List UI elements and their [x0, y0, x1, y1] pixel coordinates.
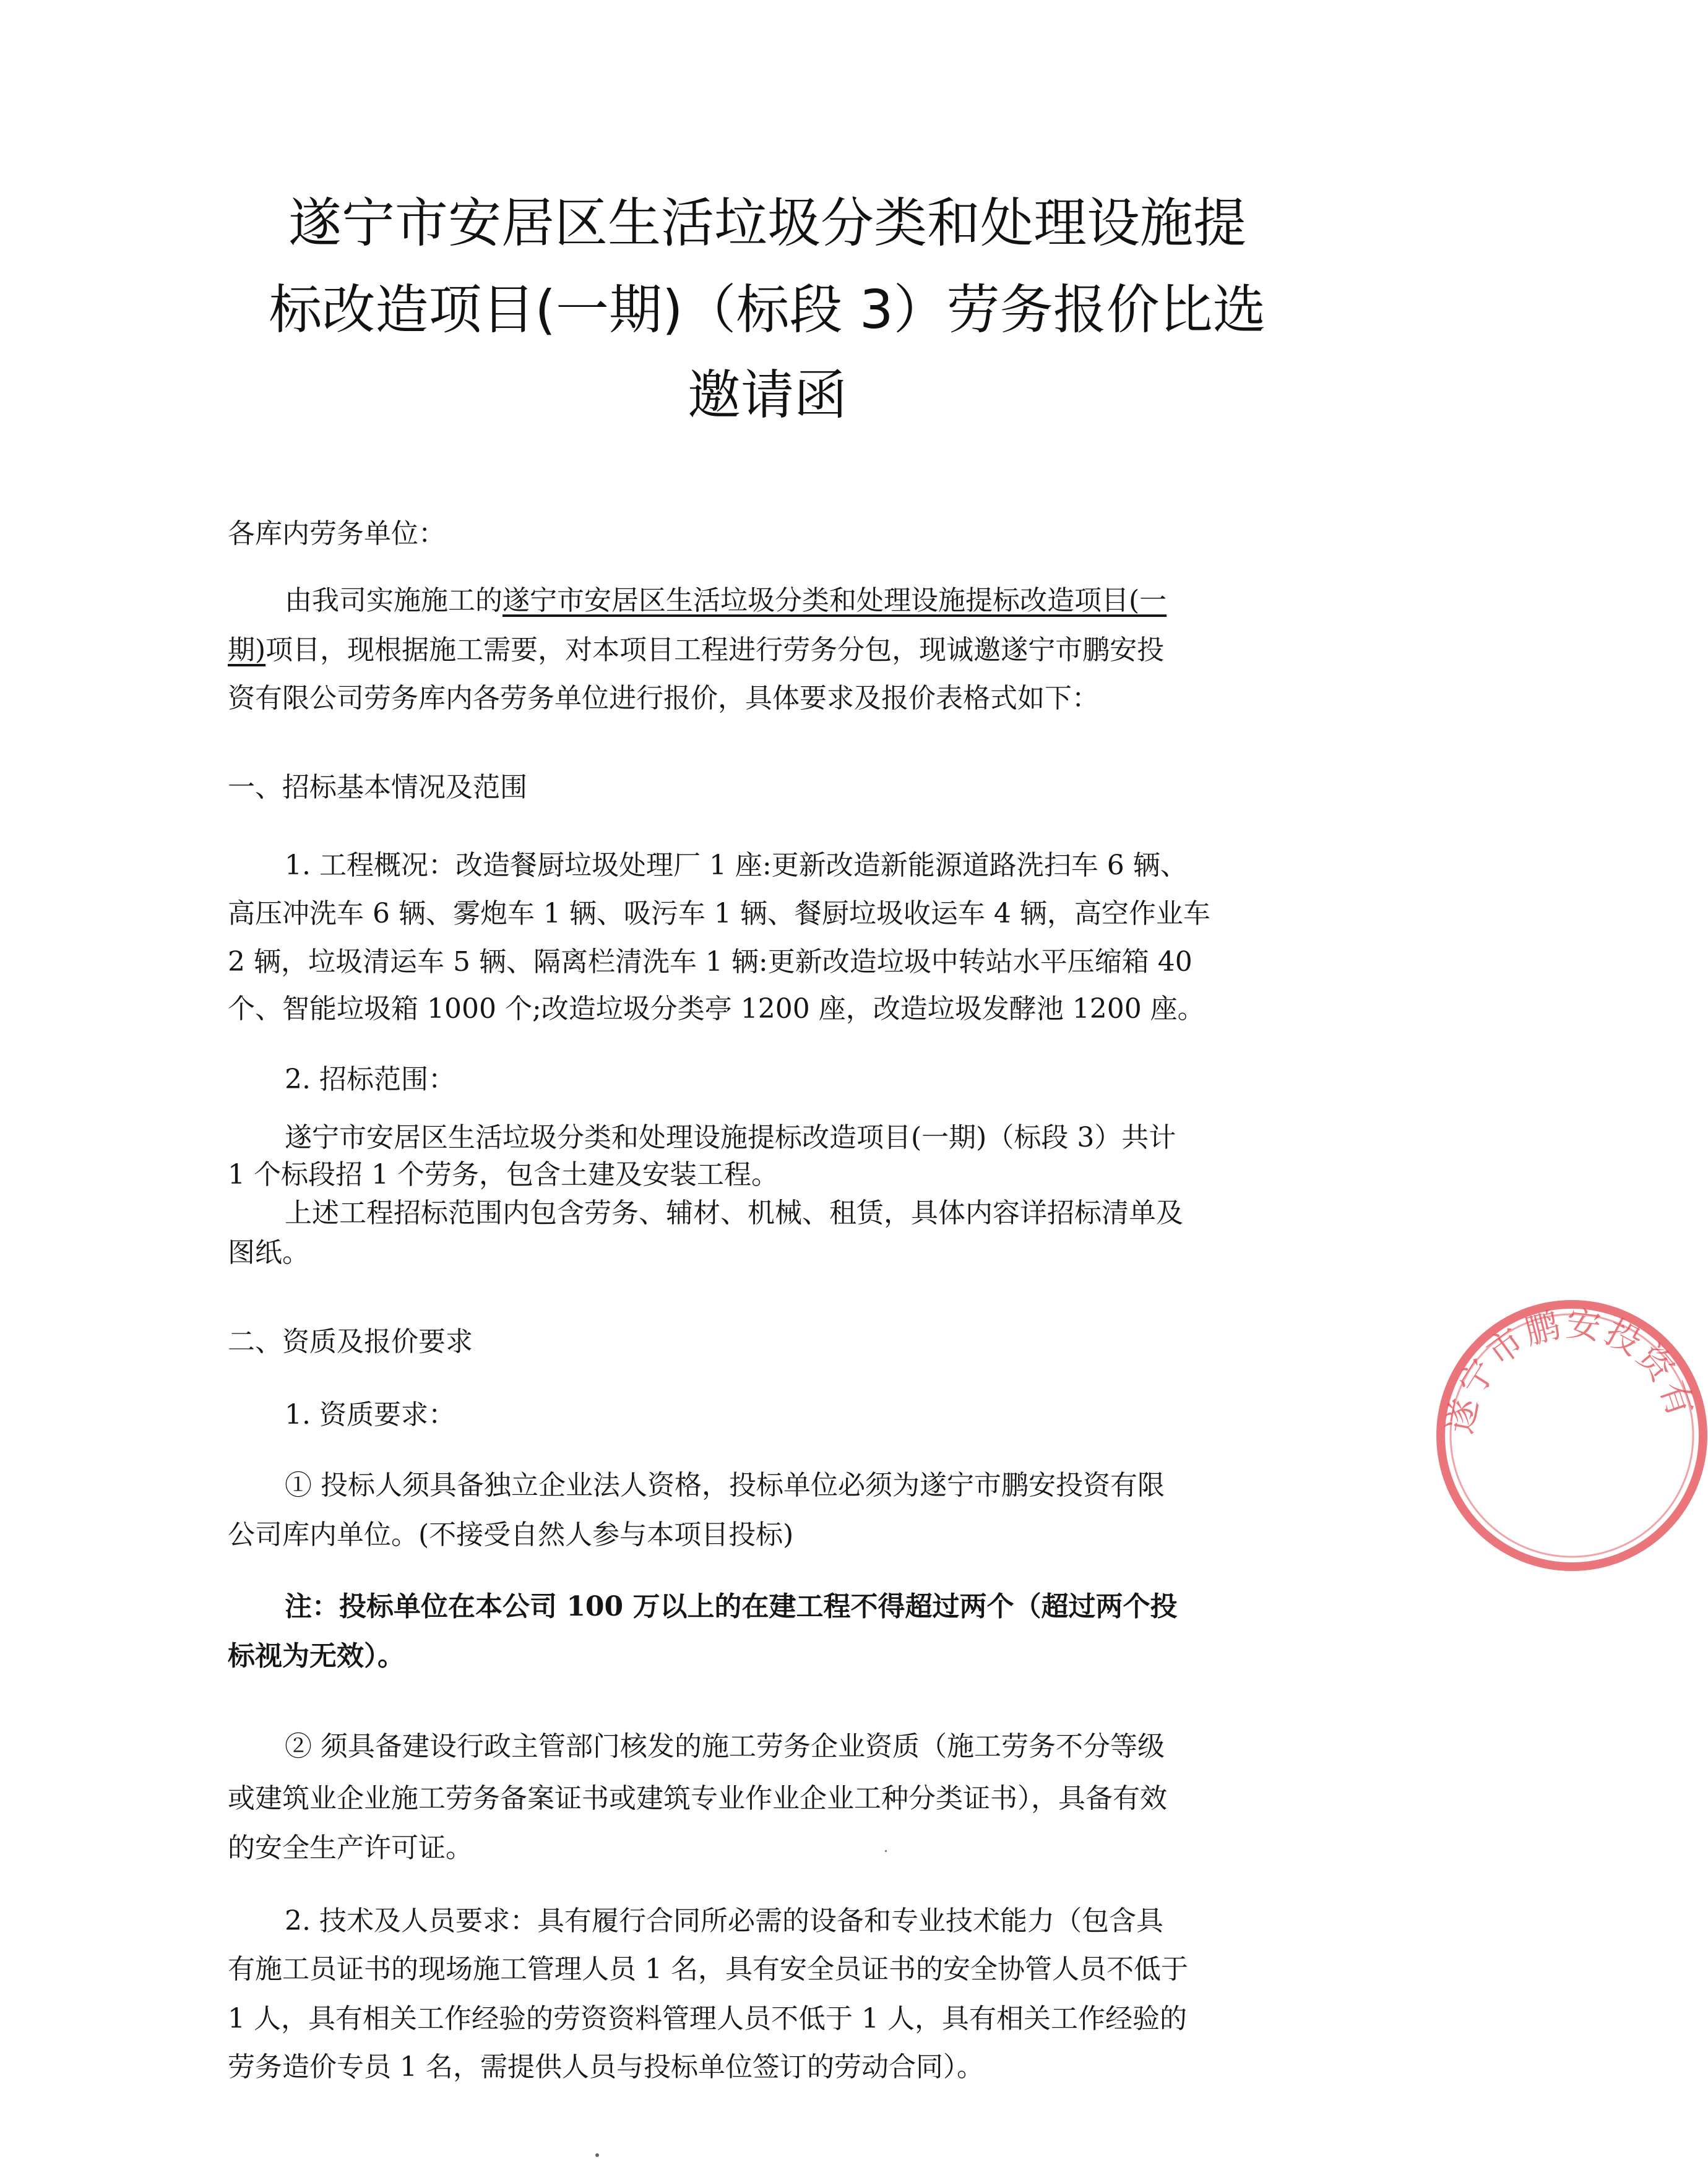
- document-title-line-2: 标改造项目(一期)（标段 3）劳务报价比选: [269, 279, 1266, 341]
- qualification-heading: 1. 资质要求：: [285, 1399, 455, 1431]
- intro-line-1: [285, 585, 1167, 616]
- scope-line: 上述工程招标范围内包含劳务、辅材、机械、租赁，具体内容详招标清单及: [285, 1197, 1183, 1229]
- technical-requirements: 1 人，具有相关工作经验的劳资资料管理人员不低于 1 人，具有相关工作经验的: [228, 2003, 1187, 2034]
- technical-requirements: 劳务造价专员 1 名，需提供人员与投标单位签订的劳动合同）。: [228, 2051, 984, 2083]
- qualification-item-1: 公司库内单位。(不接受自然人参与本项目投标): [228, 1519, 794, 1551]
- company-seal-stamp: [1417, 1268, 1708, 1572]
- qualification-item-2: 或建筑业企业施工劳务备案证书或建筑专业作业企业工种分类证书），具备有效: [228, 1783, 1167, 1814]
- scope-line: 遂宁市安居区生活垃圾分类和处理设施提标改造项目(一期)（标段 3）共计: [285, 1122, 1176, 1153]
- overview-line: 个、智能垃圾箱 1000 个;改造垃圾分类亭 1200 座，改造垃圾发酵池 1200 座。: [228, 993, 1205, 1025]
- scope-line: 图纸。: [228, 1237, 309, 1268]
- intro-line-2-text: 项目，现根据施工需要，对本项目工程进行劳务分包，现诚邀遂宁市鹏安投: [265, 634, 1165, 666]
- overview-line: 2 辆，垃圾清运车 5 辆、隔离栏清洗车 1 辆:更新改造垃圾中转站水平压缩箱 40: [228, 946, 1193, 978]
- scope-line: 1 个标段招 1 个劳务，包含土建及安装工程。: [228, 1159, 779, 1190]
- salutation: 各库内劳务单位：: [228, 518, 446, 549]
- project-name-underlined: 遂宁市安居区生活垃圾分类和处理设施提标改造项目(一: [502, 585, 1167, 616]
- scan-speck: [595, 2153, 599, 2157]
- qualification-item-1: ① 投标人须具备独立企业法人资格，投标单位必须为遂宁市鹏安投资有限: [285, 1470, 1165, 1501]
- scan-speck: [885, 1850, 887, 1852]
- project-name-underlined-cont: 期): [228, 634, 266, 666]
- intro-lead: 由我司实施施工的: [285, 585, 502, 616]
- bold-note: 标视为无效）。: [228, 1640, 405, 1672]
- technical-requirements: 有施工员证书的现场施工管理人员 1 名，具有安全员证书的安全协管人员不低于: [228, 1953, 1188, 1985]
- document-title-line-3: 邀请函: [688, 364, 847, 426]
- svg-text:遂宁市鹏安投资有限公司: [1417, 1268, 1701, 1437]
- overview-line: 高压冲洗车 6 辆、雾炮车 1 辆、吸污车 1 辆、餐厨垃圾收运车 4 辆，高空作业车: [228, 898, 1210, 929]
- section-2-heading: 二、资质及报价要求: [228, 1326, 473, 1358]
- company-seal-text: 遂宁市鹏安投资有限公司: [1417, 1268, 1702, 1437]
- qualification-item-2: 的安全生产许可证。: [228, 1832, 473, 1864]
- scope-heading: 2. 招标范围：: [285, 1064, 455, 1095]
- document-title-line-1: 遂宁市安居区生活垃圾分类和处理设施提: [288, 192, 1246, 254]
- qualification-item-2: ② 须具备建设行政主管部门核发的施工劳务企业资质（施工劳务不分等级: [285, 1731, 1165, 1762]
- intro-line-3: 资有限公司劳务库内各劳务单位进行报价，具体要求及报价表格式如下：: [228, 682, 1099, 714]
- section-1-heading: 一、招标基本情况及范围: [228, 772, 527, 803]
- overview-line: 1. 工程概况：改造餐厨垃圾处理厂 1 座:更新改造新能源道路洗扫车 6 辆、: [285, 850, 1188, 881]
- bold-note: 注：投标单位在本公司 100 万以上的在建工程不得超过两个（超过两个投: [285, 1591, 1178, 1622]
- intro-line-2: [228, 635, 1164, 666]
- technical-requirements: 2. 技术及人员要求：具有履行合同所必需的设备和专业技术能力（包含具: [285, 1905, 1163, 1937]
